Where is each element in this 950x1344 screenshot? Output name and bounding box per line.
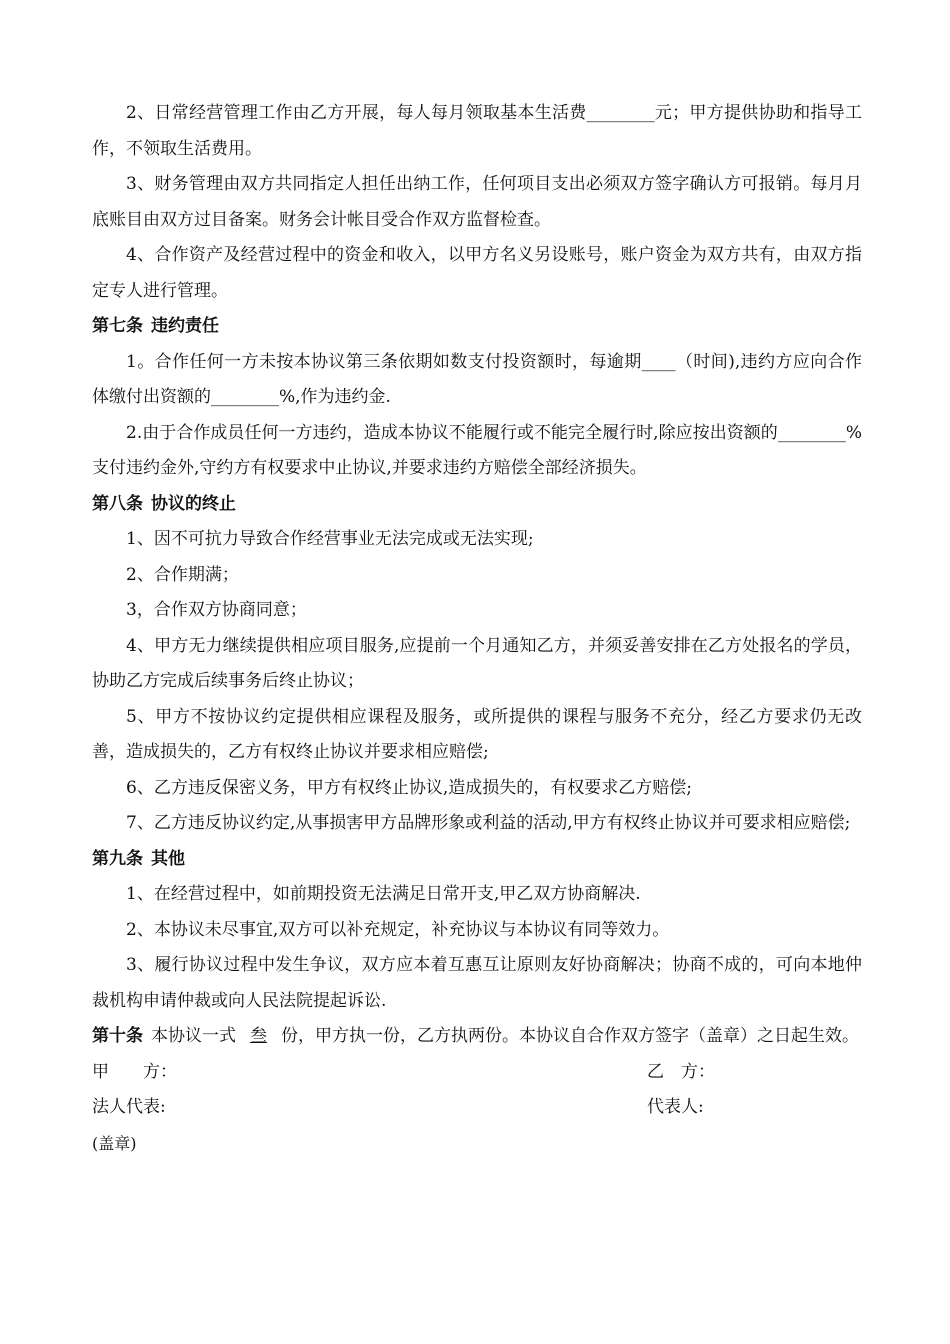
clause-9-item-1: 1、在经营过程中，如前期投资无法满足日常开支,甲乙双方协商解决. [126,884,641,904]
party-a-label: 甲 方： [92,1061,177,1082]
clause-8-heading [92,487,862,523]
living-allowance-blank: ________ [586,103,655,123]
clause-9-heading [92,842,862,878]
clause-7-item-1: 1。合作任何一方未按本协议第三条依期如数支付投资额时，每逾期____（时间),违约方应向合作体缴付出资额的________%,作为违约金. [92,351,862,407]
clause-10-text-end: 份，甲方执一份，乙方执两份。本协议自合作双方签字（盖章）之日起生效。 [281,1026,859,1046]
clause-6-item-3: 3、财务管理由双方共同指定人担任出纳工作，任何项目支出必须双方签字确认方可报销。每月月底账目由双方过目备案。财务会计帐目受合作双方监督检查。 [92,174,862,230]
clause-6-item-2-text-end: 元；甲方提供协助和指导工作，不领取生活费用。 [92,103,862,159]
document-page [92,96,862,1161]
party-b-label: 乙 方： [647,1061,715,1082]
clause-8-item-4: 4、甲方无力继续提供相应项目服务,应提前一个月通知乙方，并须妥善安排在乙方处报名的学员，协助乙方完成后续事务后终止协议； [92,635,862,691]
signature-row-representatives [92,1090,862,1126]
clause-8-item-5: 5、甲方不按协议约定提供相应课程及服务，或所提供的课程与服务不充分，经乙方要求仍无改善，造成损失的，乙方有权终止协议并要求相应赔偿; [92,706,862,762]
clause-7-title: 违约责任 [151,316,219,336]
clause-7-heading [92,309,862,345]
copies-count: 叁 [250,1026,267,1046]
signature-row-parties [92,1055,862,1091]
clause-8-item-1: 1、因不可抗力导致合作经营事业无法完成或无法实现; [126,529,534,549]
clause-10-text: 本协议一式 [151,1026,236,1046]
legal-representative-label: 法人代表: [92,1097,166,1117]
clause-8-item-7: 7、乙方违反协议约定,从事损害甲方品牌形象或利益的活动,甲方有权终止协议并可要求相应赔偿; [126,813,851,833]
clause-7-number: 第七条 [92,316,143,336]
clause-8-item-6: 6、乙方违反保密义务，甲方有权终止协议,造成损失的，有权要求乙方赔偿; [126,777,692,798]
clause-9-title: 其他 [151,848,185,869]
clause-6-item-2-text: 2、日常经营管理工作由乙方开展，每人每月领取基本生活费 [126,103,587,123]
clause-7-item-2: 2.由于合作成员任何一方违约，造成本协议不能履行或不能完全履行时,除应按出资额的________%支付违约金外,守约方有权要求中止协议,并要求违约方赔偿全部经济损失。 [92,422,862,478]
clause-8-title: 协议的终止 [151,493,236,514]
clause-9-item-2: 2、本协议未尽事宜,双方可以补充规定，补充协议与本协议有同等效力。 [126,919,670,940]
clause-10-number: 第十条 [92,1026,143,1046]
clause-6-item-4: 4、合作资产及经营过程中的资金和收入，以甲方名义另设账号，账户资金为双方共有，由双方指定专人进行管理。 [92,245,862,301]
clause-9-number: 第九条 [92,848,143,869]
stamp-label: (盖章) [92,1133,137,1153]
clause-10 [92,1019,862,1055]
clause-6-item-2 [92,96,862,167]
clause-8-number: 第八条 [92,493,143,514]
representative-label: 代表人: [647,1097,704,1117]
clause-8-item-3: 3，合作双方协商同意； [126,600,307,620]
clause-9-item-3: 3、履行协议过程中发生争议，双方应本着互惠互让原则友好协商解决；协商不成的，可向本地仲裁机构申请仲裁或向人民法院提起诉讼. [92,955,862,1011]
clause-8-item-2: 2、合作期满； [126,564,239,585]
